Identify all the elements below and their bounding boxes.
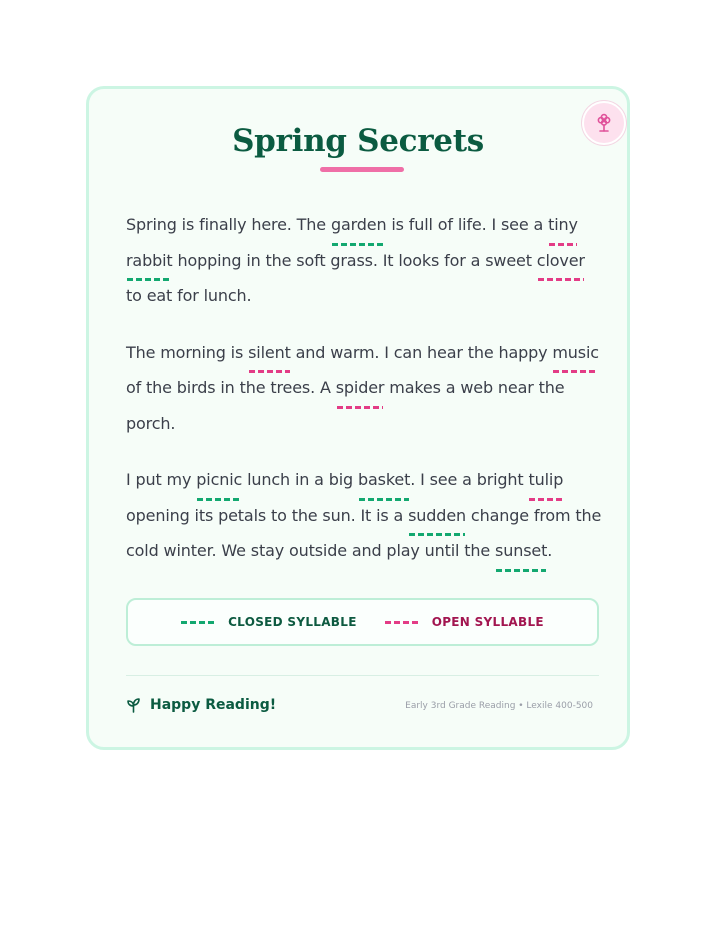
story-line <box>126 406 606 442</box>
legend-open <box>385 615 544 629</box>
open-syllable-word: tulip <box>528 462 563 498</box>
reading-level-meta: Early 3rd Grade Reading • Lexile 400-500 <box>405 701 593 711</box>
story-text-segment: . <box>547 541 553 560</box>
story-text-segment: and warm. I can hear the happy <box>290 342 553 362</box>
closed-syllable-word: sudden <box>408 498 466 534</box>
closed-syllable-word: basket <box>358 462 410 498</box>
story-text <box>126 207 606 590</box>
syllable-legend <box>126 598 599 646</box>
story-line <box>126 370 606 406</box>
story-line <box>126 498 606 534</box>
story-paragraph <box>126 462 606 569</box>
closed-syllable-word: picnic <box>196 462 242 498</box>
story-text-segment: hopping in the soft grass. It looks for a sweet <box>172 250 537 270</box>
story-paragraph <box>126 207 606 314</box>
story-text-segment: I put my <box>126 470 197 489</box>
story-text-segment: porch. <box>126 413 176 433</box>
story-text-segment: to eat for lunch. <box>126 286 252 305</box>
story-text-segment: cold winter. We stay outside and play until the <box>126 541 496 560</box>
closed-syllable-swatch <box>181 621 217 624</box>
footer-brand <box>126 697 276 713</box>
story-text-segment: opening its petals to the sun. It is a <box>126 505 409 525</box>
story-paragraph <box>126 335 606 442</box>
story-line <box>126 207 606 243</box>
closed-syllable-label: CLOSED SYLLABLE <box>228 615 357 629</box>
open-syllable-word: spider <box>336 370 385 406</box>
story-text-segment: of the birds in the trees. A <box>126 378 336 397</box>
footer-title: Happy Reading! <box>150 697 277 713</box>
story-text-segment: Spring is finally here. The <box>126 215 331 234</box>
story-text-segment: lunch in a big <box>242 470 358 489</box>
open-syllable-label: OPEN SYLLABLE <box>431 615 544 629</box>
story-text-segment: change from the <box>466 505 602 525</box>
legend-closed <box>181 615 357 629</box>
open-syllable-word: silent <box>248 335 291 371</box>
open-syllable-word: music <box>552 335 599 371</box>
sprout-icon <box>126 697 141 713</box>
story-line <box>126 462 606 498</box>
story-line <box>126 533 606 569</box>
closed-syllable-word: rabbit <box>126 243 173 279</box>
story-line <box>126 243 606 279</box>
open-syllable-word: tiny <box>548 207 578 243</box>
story-line <box>126 278 606 314</box>
footer-divider <box>126 675 599 676</box>
page-title: Spring Secrets <box>232 123 484 159</box>
story-card <box>86 86 630 750</box>
story-text-segment: makes a web near the <box>384 378 565 397</box>
open-syllable-word: clover <box>537 243 585 279</box>
story-line <box>126 335 606 371</box>
closed-syllable-word: garden <box>331 207 387 243</box>
story-text-segment: is full of life. I see a <box>386 215 549 234</box>
title-underline <box>320 167 404 172</box>
open-syllable-swatch <box>385 621 421 624</box>
closed-syllable-word: sunset <box>495 533 547 569</box>
story-text-segment: The morning is <box>126 342 249 362</box>
story-text-segment: . I see a bright <box>410 470 529 489</box>
